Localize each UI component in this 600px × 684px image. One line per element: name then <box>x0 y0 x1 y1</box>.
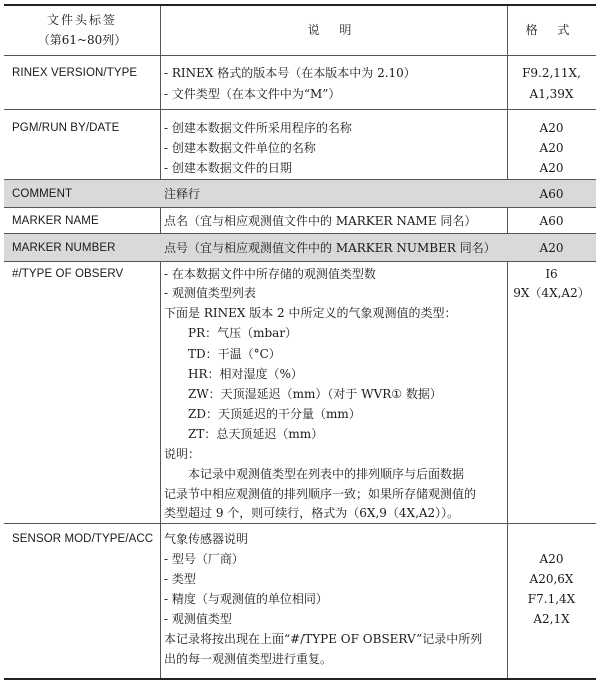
row-tag: MARKER NUMBER <box>12 242 116 254</box>
row-format: A20 <box>539 552 564 566</box>
row-desc-line: - 创建本数据文件单位的名称 <box>164 141 316 155</box>
row-format: A1,39X <box>529 87 574 101</box>
note-label: 说明： <box>164 447 201 461</box>
note-line: 本记录中观测值类型在列表中的排列顺序与后面数据 <box>188 467 465 481</box>
table-row-comment <box>4 180 596 208</box>
row-format: A20 <box>539 141 564 155</box>
table-header-row <box>4 6 596 56</box>
row-tag: SENSOR MOD/TYPE/ACC <box>12 533 154 545</box>
row-desc-line: - 观测值类型 <box>164 612 232 626</box>
row-tag: COMMENT <box>12 188 73 200</box>
row-format: A60 <box>539 187 564 201</box>
row-desc-line: - 创建本数据文件所采用程序的名称 <box>164 121 352 135</box>
row-tag: #/TYPE OF OBSERV <box>12 268 124 280</box>
row-desc-line: 出的每一观测值类型进行重复。 <box>164 652 333 666</box>
obs-type-zd: ZD：天顶延迟的干分量（mm） <box>188 407 361 421</box>
table-row-pgm-run-by-date <box>4 110 596 180</box>
header-col3: 格 式 <box>525 23 578 37</box>
row-desc-line: - 型号（厂商） <box>164 552 244 566</box>
obs-type-zt: ZT：总天顶延迟（mm） <box>188 427 324 441</box>
row-format: A20 <box>539 161 564 175</box>
row-desc-line: 气象传感器说明 <box>164 532 249 546</box>
table-row-sensor-mod-type-acc <box>4 524 596 680</box>
table-row-marker-number <box>4 234 596 262</box>
row-desc-line: 本记录将按出现在上面“#/TYPE OF OBSERV”记录中所列 <box>164 632 483 646</box>
row-format: F7.1,4X <box>527 592 576 606</box>
row-tag: MARKER NAME <box>12 215 99 227</box>
row-format: A2,1X <box>533 612 570 626</box>
table-row-rinex-version-type <box>4 56 596 110</box>
row-desc-line: - 精度（与观测值的单位相同） <box>164 592 328 606</box>
obs-type-td: TD：干温（°C） <box>188 347 281 361</box>
row-format: I6 <box>545 267 558 281</box>
row-desc-line: 点名（宜与相应观测值文件中的 MARKER NAME 同名） <box>164 214 477 228</box>
row-desc-line: - 类型 <box>164 572 196 586</box>
row-format: 9X（4X,A2） <box>513 286 590 300</box>
row-desc-line: - 创建本数据文件的日期 <box>164 161 292 175</box>
row-desc-line: 注释行 <box>164 187 201 201</box>
row-desc-line: - RINEX 格式的版本号（在本版本中为 2.10） <box>164 66 416 80</box>
header-col1-line1: 文件头标签 <box>46 13 117 27</box>
row-tag: RINEX VERSION/TYPE <box>12 67 138 79</box>
obs-type-zw: ZW：天顶湿延迟（mm）（对于 WVR① 数据） <box>188 387 442 401</box>
note-line: 记录节中相应观测值的排列顺序一致；如果所存储观测值的 <box>164 487 477 501</box>
rinex-met-header-table <box>4 4 596 680</box>
obs-type-pr: PR：气压（mbar） <box>188 326 298 340</box>
row-desc-line: - 文件类型（在本文件中为“M”） <box>164 87 341 101</box>
row-format: A20 <box>539 241 564 255</box>
table-row-type-of-observ <box>4 262 596 524</box>
note-line: 类型超过 9 个，则可续行，格式为（6X,9（4X,A2））。 <box>164 506 460 520</box>
row-format: A60 <box>539 214 564 228</box>
header-col1-line2: （第61~80列） <box>37 33 127 47</box>
row-desc-line: - 在本数据文件中所存储的观测值类型数 <box>164 267 376 281</box>
row-tag: PGM/RUN BY/DATE <box>12 122 120 134</box>
row-desc-line: 点号（宜与相应观测值文件中的 MARKER NUMBER 同名） <box>164 241 496 255</box>
row-format: A20 <box>539 121 564 135</box>
obs-type-hr: HR：相对湿度（%） <box>188 367 303 381</box>
row-desc-line: 下面是 RINEX 版本 2 中所定义的气象观测值的类型： <box>164 306 457 320</box>
row-format: F9.2,11X, <box>522 66 581 80</box>
table-row-marker-name <box>4 208 596 234</box>
row-format: A20,6X <box>529 572 574 586</box>
row-desc-line: - 观测值类型列表 <box>164 286 256 300</box>
header-col2: 说 明 <box>307 23 360 37</box>
